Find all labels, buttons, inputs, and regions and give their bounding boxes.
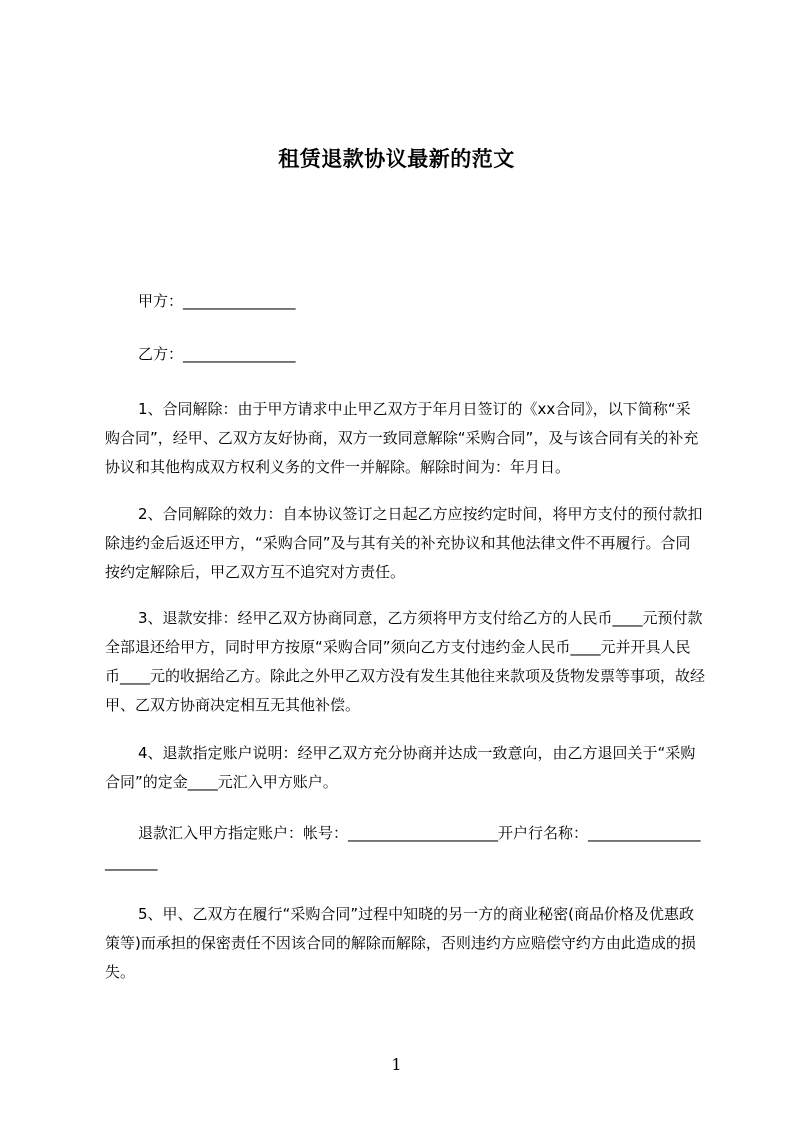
clause-3: 3、退款安排：经甲乙双方协商同意，乙方须将甲方支付给乙方的人民币____元预付款全部退还给甲方，同时甲方按原“采购合同”须向乙方支付违约金人民币____元并开具人民币____元的收据给乙方。除此之外甲乙双方没有发生其他往来款项及货物发票等事项，故经甲、乙双方协商决定相互无其他补偿。 [105, 609, 706, 714]
party-a-line: 甲方：_______________ [138, 292, 296, 310]
party-b-line: 乙方：_______________ [138, 345, 296, 363]
clause-5: 5、甲、乙双方在履行“采购合同”过程中知晓的另一方的商业秘密(商品价格及优惠政策等)而承担的保密责任不因该合同的解除而解除，否则违约方应赔偿守约方由此造成的损失。 [105, 905, 696, 981]
account-info: 退款汇入甲方指定账户：帐号：____________________开户行名称：______________________ [105, 824, 701, 871]
page-number: 1 [391, 1055, 402, 1074]
clause-2: 2、合同解除的效力：自本协议签订之日起乙方应按约定时间，将甲方支付的预付款扣除违约金后返还甲方，“采购合同”及与其有关的补充协议和其他法律文件不再履行。合同按约定解除后，甲乙双方互不追究对方责任。 [105, 505, 703, 581]
clause-4: 4、退款指定账户说明：经甲乙双方充分协商并达成一致意向，由乙方退回关于“采购合同”的定金____元汇入甲方账户。 [105, 744, 696, 791]
clause-1: 1、合同解除：由于甲方请求中止甲乙双方于年月日签订的《xx合同》，以下简称“采购合同”，经甲、乙双方友好协商，双方一致同意解除“采购合同”，及与该合同有关的补充协议和其他构成双方权利义务的文件一并解除。解除时间为：年月日。 [105, 400, 699, 476]
document-title: 租赁退款协议最新的范文 [278, 147, 515, 171]
